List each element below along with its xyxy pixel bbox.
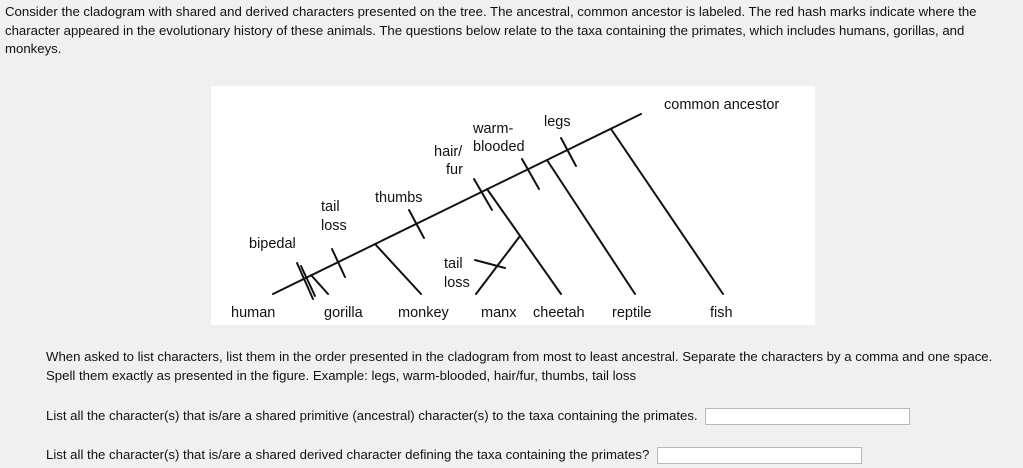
taxon-human: human [231, 305, 276, 321]
taxon-monkey: monkey [398, 305, 449, 321]
branch-manx [476, 236, 520, 294]
intro-paragraph: Consider the cladogram with shared and derived characters presented on the tree. The ancestral, common ancestor is labeled. The red hash marks indicate where the character appeared in the evolutionary history of these animals. The questions below relate to the taxa containing the primates, which includes humans, gorillas, and monkeys. [5, 4, 977, 56]
cladogram-figure [211, 86, 815, 325]
hash-tail-loss [332, 249, 345, 277]
instructions-paragraph: When asked to list characters, list them in the order presented in the cladogram from most to least ancestral. Separate the characters by a comma and one space. Spell them exactly as presented in the figure. Example: legs, warm-blooded, hair/fur, thumbs, tail loss [46, 349, 993, 383]
root-label: common ancestor [664, 97, 780, 113]
hash-thumbs [409, 210, 424, 238]
branch-monkey [375, 244, 421, 294]
taxon-reptile: reptile [612, 305, 652, 321]
question-2-answer-field[interactable] [657, 447, 862, 464]
taxon-gorilla: gorilla [324, 305, 363, 321]
char-legs: legs [544, 114, 571, 130]
char-warm-blooded-2: blooded [473, 139, 525, 155]
question-1-text: List all the character(s) that is/are a shared primitive (ancestral) character(s) to the taxa containing the primates. [46, 408, 698, 423]
branch-manx-cheetah [487, 189, 561, 294]
char-tail-loss-1: tail [321, 199, 340, 215]
question-1 [46, 407, 910, 425]
char-thumbs: thumbs [375, 190, 423, 206]
char-hair-fur-1: hair/ [434, 144, 463, 160]
char-bipedal: bipedal [249, 236, 296, 252]
cladogram-svg [211, 86, 815, 325]
question-2 [46, 446, 862, 464]
branch-fish [611, 129, 723, 294]
char-tail-loss-2: loss [321, 218, 347, 234]
char-warm-blooded-1: warm- [473, 121, 514, 137]
char-hair-fur-2: fur [446, 162, 463, 178]
taxon-fish: fish [710, 305, 733, 321]
char-manx-tail-loss-2: loss [444, 275, 470, 291]
question-1-answer-field[interactable] [705, 408, 910, 425]
char-manx-tail-loss-1: tail [444, 256, 463, 272]
taxon-manx: manx [481, 305, 517, 321]
taxon-cheetah: cheetah [533, 305, 585, 321]
branch-reptile [547, 160, 635, 294]
hash-warm-blooded [522, 159, 539, 189]
question-2-text: List all the character(s) that is/are a shared derived character defining the taxa containing the primates? [46, 447, 650, 462]
hash-bipedal-2 [301, 266, 315, 296]
